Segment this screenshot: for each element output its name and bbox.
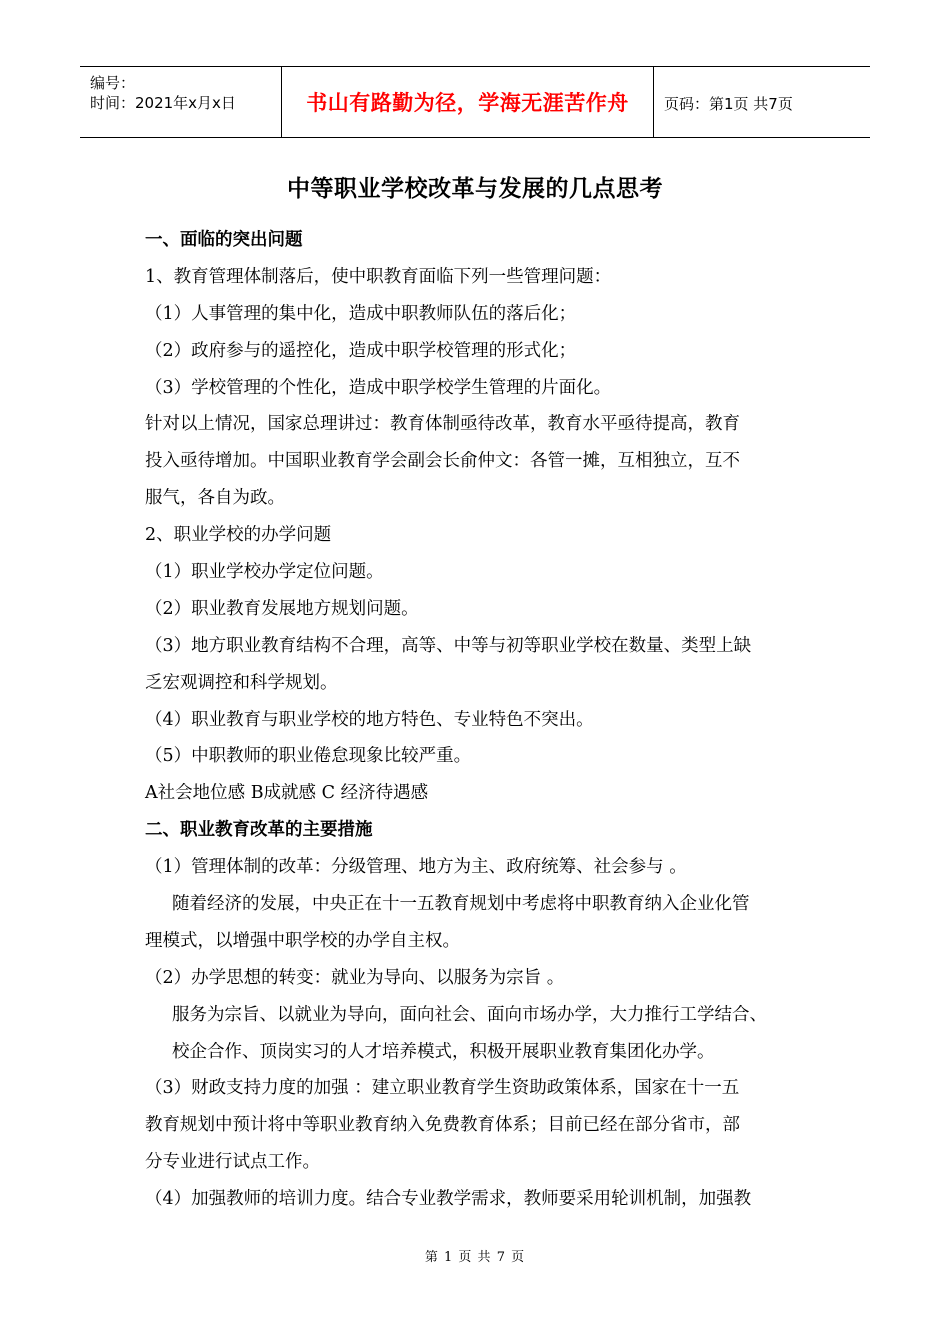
paragraph-line: A社会地位感 B成就感 C 经济待遇感 [145, 783, 429, 804]
document-body [145, 222, 825, 1218]
paragraph-line: （2）政府参与的遥控化，造成中职学校管理的形式化； [145, 340, 577, 361]
paragraph-line: （2）职业教育发展地方规划问题。 [145, 598, 419, 619]
paragraph-line: 分专业进行试点工作。 [145, 1152, 320, 1173]
paragraph-line: （3）地方职业教育结构不合理，高等、中等与初等职业学校在数量、类型上缺 [145, 635, 752, 656]
paragraph-line: 投入亟待增加。中国职业教育学会副会长俞仲文：各管一摊，互相独立，互不 [145, 451, 740, 472]
paragraph-line: 针对以上情况，国家总理讲过：教育体制亟待改革，教育水平亟待提高，教育 [145, 414, 740, 435]
paragraph-line: 随着经济的发展，中央正在十一五教育规划中考虑将中职教育纳入企业化管 [172, 894, 750, 915]
paragraph-line: 理模式，以增强中职学校的办学自主权。 [145, 930, 460, 951]
section-heading: 一、面临的突出问题 [145, 230, 303, 250]
document-date-label: 时间：2021年x月x日 [90, 94, 236, 112]
paragraph-line: （4）加强教师的培训力度。结合专业教学需求，教师要采用轮训机制，加强教 [145, 1189, 752, 1210]
paragraph-line: 服务为宗旨、以就业为导向，面向社会、面向市场办学，大力推行工学结合、 [172, 1004, 767, 1025]
paragraph-line: （2）办学思想的转变：就业为导向、以服务为宗旨 。 [145, 967, 565, 988]
paragraph-line: （1）职业学校办学定位问题。 [145, 562, 384, 583]
document-title: 中等职业学校改革与发展的几点思考 [287, 175, 663, 202]
header-motto: 书山有路勤为径，学海无涯苦作舟 [282, 67, 654, 137]
paragraph-line: （5）中职教师的职业倦怠现象比较严重。 [145, 746, 472, 767]
paragraph-line: 1、教育管理体制落后，使中职教育面临下列一些管理问题： [145, 266, 612, 287]
paragraph-line: 校企合作、顶岗实习的人才培养模式，积极开展职业教育集团化办学。 [172, 1041, 715, 1062]
paragraph-line: 2、职业学校的办学问题 [145, 525, 332, 546]
document-header [80, 66, 870, 138]
paragraph-line: 乏宏观调控和科学规划。 [145, 672, 338, 693]
section-heading: 二、职业教育改革的主要措施 [145, 820, 373, 841]
paragraph-line: 教育规划中预计将中等职业教育纳入免费教育体系；目前已经在部分省市，部 [145, 1115, 740, 1136]
paragraph-line: （1）管理体制的改革：分级管理、地方为主、政府统筹、社会参与 。 [145, 857, 687, 878]
page-footer: 第 1 页 共 7 页 [424, 1250, 526, 1265]
header-page-info: 页码：第1页 共7页 [664, 94, 793, 113]
header-meta-cell [80, 67, 282, 137]
paragraph-line: 服气，各自为政。 [145, 488, 285, 509]
paragraph-line: （1）人事管理的集中化，造成中职教师队伍的落后化； [145, 303, 577, 324]
paragraph-line: （3）学校管理的个性化，造成中职学校学生管理的片面化。 [145, 377, 612, 398]
paragraph-line: （3）财政支持力度的加强 ：建立职业教育学生资助政策体系，国家在十一五 [145, 1078, 740, 1099]
document-number-label: 编号： [90, 74, 136, 92]
paragraph-line: （4）职业教育与职业学校的地方特色、专业特色不突出。 [145, 709, 594, 730]
